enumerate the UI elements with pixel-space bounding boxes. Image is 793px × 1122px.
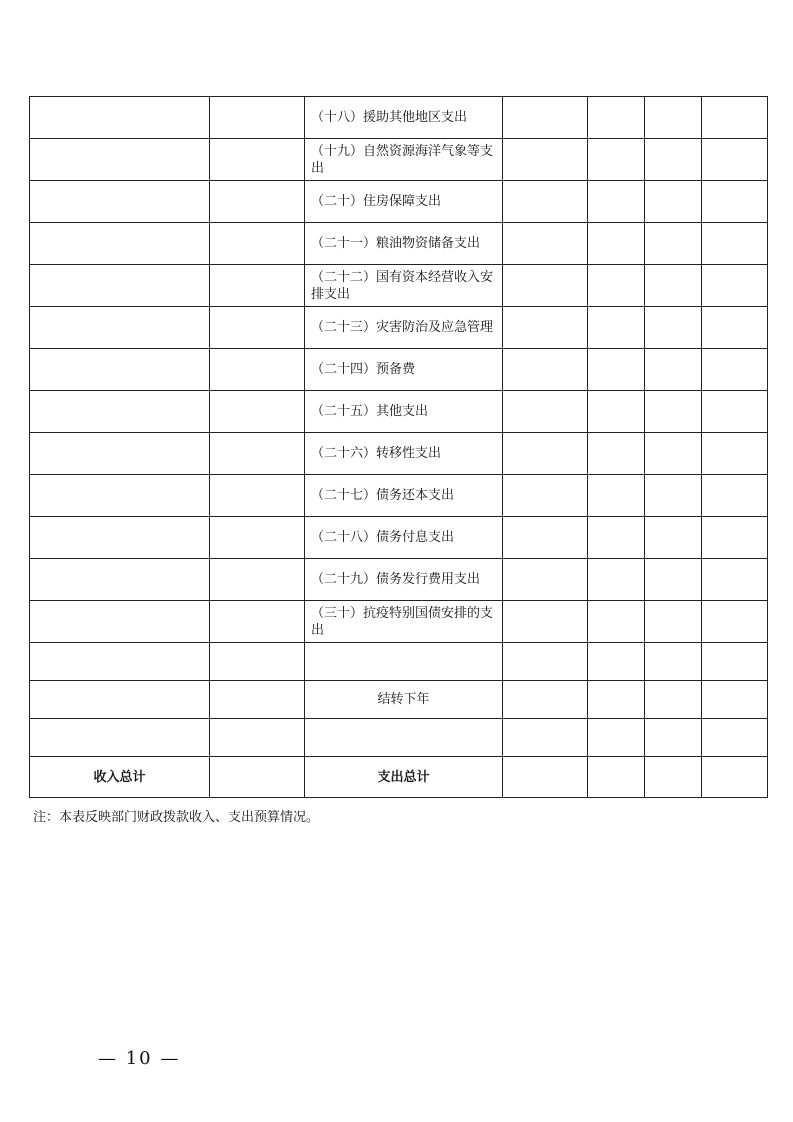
table-row — [30, 349, 768, 391]
table-row — [30, 307, 768, 349]
table-note: 注：本表反映部门财政拨款收入、支出预算情况。 — [33, 810, 320, 825]
expense-item: （二十）住房保障支出 — [305, 181, 503, 223]
page-number: — 10 — — [98, 1048, 181, 1069]
expense-item: （三十）抗疫特别国债安排的支出 — [305, 601, 503, 643]
table-row — [30, 601, 768, 643]
table-row — [30, 139, 768, 181]
expense-item: （二十九）债务发行费用支出 — [305, 559, 503, 601]
table-row — [30, 433, 768, 475]
expense-item: （二十七）债务还本支出 — [305, 475, 503, 517]
expense-item: （二十八）债务付息支出 — [305, 517, 503, 559]
table-row — [30, 97, 768, 139]
carry-forward-label: 结转下年 — [305, 681, 503, 719]
table-row — [30, 517, 768, 559]
table-row — [30, 265, 768, 307]
income-total-label: 收入总计 — [30, 757, 210, 798]
expense-item: （二十四）预备费 — [305, 349, 503, 391]
expense-item: （十九）自然资源海洋气象等支出 — [305, 139, 503, 181]
expense-item: （二十二）国有资本经营收入安排支出 — [305, 265, 503, 307]
table-row — [30, 223, 768, 265]
expense-item: （二十一）粮油物资储备支出 — [305, 223, 503, 265]
table-row — [30, 391, 768, 433]
table-row — [30, 719, 768, 757]
total-row — [30, 757, 768, 798]
table-row — [30, 475, 768, 517]
table-row — [30, 643, 768, 681]
expense-total-label: 支出总计 — [305, 757, 503, 798]
table-row — [30, 681, 768, 719]
table-row — [30, 559, 768, 601]
expense-item: （二十五）其他支出 — [305, 391, 503, 433]
budget-table — [29, 96, 768, 798]
expense-item: （二十三）灾害防治及应急管理 — [305, 307, 503, 349]
expense-item: （十八）援助其他地区支出 — [305, 97, 503, 139]
table-row — [30, 181, 768, 223]
expense-item: （二十六）转移性支出 — [305, 433, 503, 475]
